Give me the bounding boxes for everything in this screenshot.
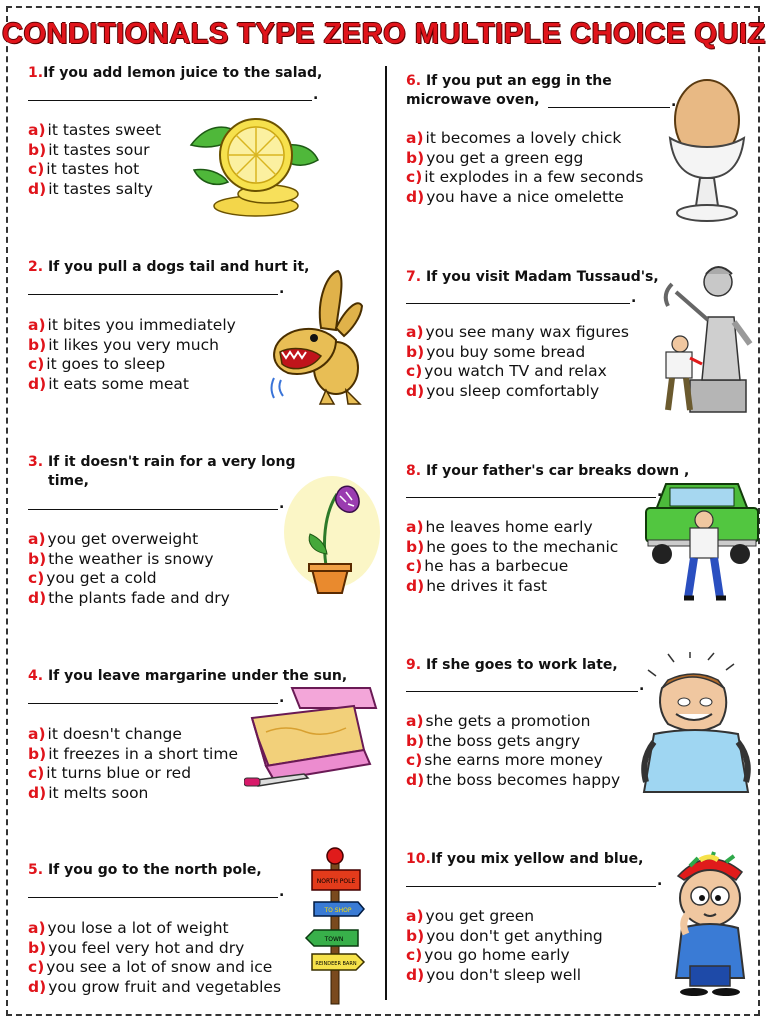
options-8: [406, 518, 618, 596]
question-3-stem: 3. If it doesn't rain for a very long: [28, 454, 296, 470]
option-4a[interactable]: a) it doesn't change: [28, 725, 182, 743]
option-1c[interactable]: c) it tastes hot: [28, 160, 140, 179]
wax-figure-icon: [646, 262, 758, 414]
options-1: [28, 121, 161, 199]
option-9d[interactable]: d) the boss becomes happy: [406, 770, 621, 789]
car-icon: [644, 474, 760, 608]
option-5a[interactable]: a) you lose a lot of weight: [28, 919, 229, 937]
option-1a[interactable]: a) it tastes sweet: [28, 121, 162, 139]
option-3b[interactable]: b) the weather is snowy: [28, 549, 214, 568]
options-5: [28, 919, 281, 997]
sign-reindeer-barn: REINDEER BARN: [315, 961, 357, 967]
blank-period-3: .: [279, 496, 285, 512]
option-7d[interactable]: d) you sleep comfortably: [406, 381, 600, 400]
sign-town: TOWN: [324, 936, 344, 943]
answer-blank-3[interactable]: [28, 509, 278, 510]
answer-blank-4[interactable]: [28, 703, 278, 704]
option-10c[interactable]: c) you go home early: [406, 946, 570, 965]
option-6c[interactable]: c) it explodes in a few seconds: [406, 168, 644, 187]
lemon-icon: [186, 110, 321, 220]
option-3a[interactable]: a) you get overweight: [28, 530, 199, 548]
option-6a[interactable]: a) it becomes a lovely chick: [406, 129, 622, 147]
option-5d[interactable]: d) you grow fruit and vegetables: [28, 977, 282, 996]
boss-icon: [634, 652, 760, 794]
option-8c[interactable]: c) he has a barbecue: [406, 557, 569, 576]
option-4b[interactable]: b) it freezes in a short time: [28, 744, 238, 763]
option-2c[interactable]: c) it goes to sleep: [28, 355, 166, 374]
options-9: [406, 712, 620, 790]
question-9-stem: 9. If she goes to work late,: [406, 657, 618, 673]
flower-icon: [282, 474, 382, 594]
options-6: [406, 129, 643, 207]
blank-period-4: .: [279, 690, 285, 706]
question-7-stem: 7. If you visit Madam Tussaud's,: [406, 269, 659, 285]
options-4: [28, 725, 238, 803]
option-5b[interactable]: b) you feel very hot and dry: [28, 938, 245, 957]
blank-period-6: .: [671, 94, 677, 110]
option-10d[interactable]: d) you don't sleep well: [406, 965, 582, 984]
option-1b[interactable]: b) it tastes sour: [28, 140, 150, 159]
egg-icon: [664, 78, 750, 228]
question-8-stem: 8. If your father's car breaks down ,: [406, 463, 690, 479]
option-4d[interactable]: d) it melts soon: [28, 783, 149, 802]
blank-period-9: .: [639, 678, 645, 694]
option-8a[interactable]: a) he leaves home early: [406, 518, 593, 536]
options-2: [28, 316, 236, 394]
question-2-stem: 2. If you pull a dogs tail and hurt it,: [28, 259, 310, 275]
question-10: [406, 850, 643, 869]
option-3d[interactable]: d) the plants fade and dry: [28, 588, 230, 607]
question-5: [28, 861, 262, 880]
option-1d[interactable]: d) it tastes salty: [28, 179, 153, 198]
blank-period-1: .: [313, 87, 319, 103]
option-8b[interactable]: b) he goes to the mechanic: [406, 537, 619, 556]
option-9a[interactable]: a) she gets a promotion: [406, 712, 591, 730]
blank-period-8: .: [657, 484, 663, 500]
options-7: [406, 323, 629, 401]
blank-period-10: .: [657, 873, 663, 889]
answer-blank-8[interactable]: [406, 497, 656, 498]
answer-blank-5[interactable]: [28, 897, 278, 898]
question-6-stem-line2: microwave oven,: [406, 92, 540, 108]
options-10: [406, 907, 603, 985]
option-7a[interactable]: a) you see many wax figures: [406, 323, 629, 341]
signpost-icon: [300, 846, 372, 1006]
option-3c[interactable]: c) you get a cold: [28, 569, 157, 588]
sign-north-pole: NORTH POLE: [316, 878, 356, 885]
painter-icon: [660, 848, 760, 996]
question-1-stem: 1.If you add lemon juice to the salad,: [28, 65, 323, 81]
option-9b[interactable]: b) the boss gets angry: [406, 731, 581, 750]
question-6-stem: 6. If you put an egg in the: [406, 73, 612, 89]
page-title: CONDITIONALS TYPE ZERO MULTIPLE CHOICE QUIZ: [2, 18, 766, 50]
option-7b[interactable]: b) you buy some bread: [406, 342, 586, 361]
question-6: [406, 72, 612, 110]
option-5c[interactable]: c) you see a lot of snow and ice: [28, 958, 273, 977]
blank-period-2: .: [279, 281, 285, 297]
answer-blank-7[interactable]: [406, 303, 630, 304]
option-6b[interactable]: b) you get a green egg: [406, 148, 584, 167]
column-divider: [385, 66, 387, 1000]
sign-to-shop: TO SHOP: [324, 907, 352, 914]
question-5-stem: 5. If you go to the north pole,: [28, 862, 262, 878]
answer-blank-6[interactable]: [548, 107, 670, 108]
margarine-icon: [244, 680, 380, 792]
option-4c[interactable]: c) it turns blue or red: [28, 764, 192, 783]
option-10b[interactable]: b) you don't get anything: [406, 926, 603, 945]
blank-period-7: .: [631, 290, 637, 306]
question-4-stem: 4. If you leave margarine under the sun,: [28, 668, 348, 684]
option-6d[interactable]: d) you have a nice omelette: [406, 187, 624, 206]
question-9: [406, 656, 618, 675]
question-10-stem: 10.If you mix yellow and blue,: [406, 851, 644, 867]
question-7: [406, 268, 659, 287]
option-9c[interactable]: c) she earns more money: [406, 751, 603, 770]
answer-blank-1[interactable]: [28, 100, 312, 101]
dog-icon: [266, 268, 366, 408]
answer-blank-10[interactable]: [406, 886, 656, 887]
option-10a[interactable]: a) you get green: [406, 907, 535, 925]
question-1: [28, 64, 322, 83]
option-2d[interactable]: d) it eats some meat: [28, 374, 189, 393]
option-7c[interactable]: c) you watch TV and relax: [406, 362, 607, 381]
options-3: [28, 530, 230, 608]
option-2b[interactable]: b) it likes you very much: [28, 335, 219, 354]
question-3-stem-line2: time,: [48, 473, 89, 489]
option-8d[interactable]: d) he drives it fast: [406, 576, 548, 595]
answer-blank-2[interactable]: [28, 294, 278, 295]
question-3: [28, 453, 296, 491]
answer-blank-9[interactable]: [406, 691, 638, 692]
blank-period-5: .: [279, 884, 285, 900]
option-2a[interactable]: a) it bites you immediately: [28, 316, 236, 334]
